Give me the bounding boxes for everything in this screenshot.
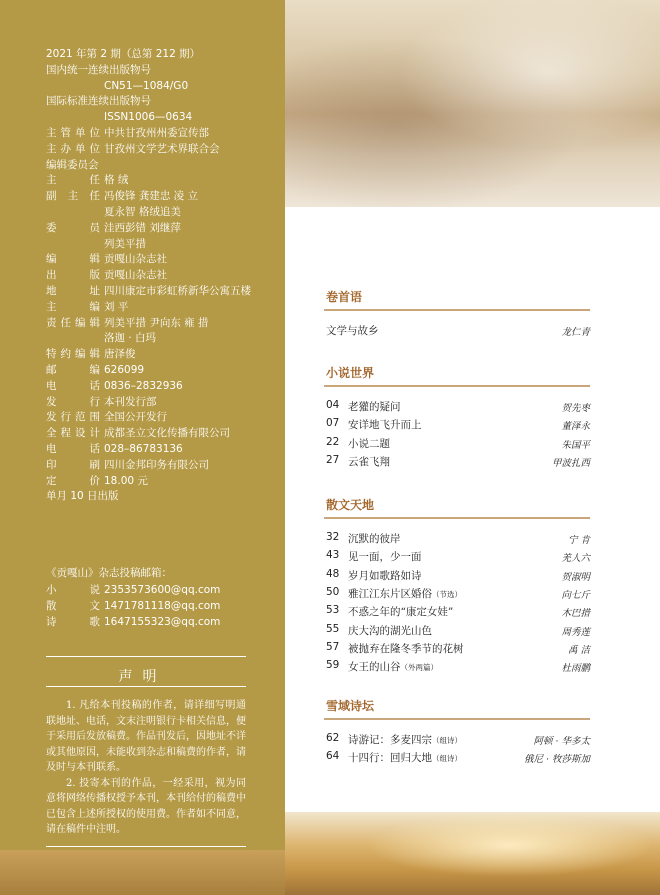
- article-author: 杜雨鹏: [561, 663, 590, 675]
- masthead-value: 全国公开发行: [104, 411, 167, 424]
- toc-entry[interactable]: [326, 531, 590, 547]
- page-number: 55: [326, 622, 340, 635]
- article-author: 贺淑明: [561, 571, 590, 583]
- masthead-row: [46, 142, 220, 156]
- email-address: 1471781118@qq.com: [104, 599, 221, 612]
- article-note: （外两篇）: [400, 663, 438, 673]
- page-number: 53: [326, 604, 340, 617]
- mountain-photo-bottom: [285, 812, 660, 895]
- article-title-text: 十四行：回归大地: [348, 752, 432, 765]
- masthead-label: 邮 编: [46, 364, 100, 376]
- article-title-text: 诗游记：多麦四宗: [348, 734, 432, 746]
- page-number: 59: [326, 659, 340, 672]
- declaration-paragraph-1: 1. 凡给本刊投稿的作者，请详细写明通联地址、电话，文末注明银行卡相关信息，便于采用后发放稿费。作品刊发后，因地址不详或其他原因，未能收到杂志和稿费的作者，请及时与本刊联系。: [46, 700, 246, 773]
- email-address: 2353573600@qq.com: [104, 584, 221, 596]
- masthead-value: 洼西彭错 刘继萍: [104, 221, 181, 234]
- masthead-value: 贡嘎山杂志社: [104, 269, 167, 282]
- page-number: 04: [326, 399, 340, 411]
- submission-title: 《贡嘎山》杂志投稿邮箱：: [46, 567, 172, 579]
- submission-row: [46, 599, 220, 613]
- toc-entry[interactable]: [326, 732, 590, 748]
- masthead-label: 主 任: [46, 174, 100, 187]
- masthead-value: 四川康定市彩虹桥新华公寓五楼: [104, 285, 251, 297]
- masthead-row: ISSN1006—0634: [104, 111, 193, 124]
- declaration-paragraph-2: 2. 投寄本刊的作品，一经采用，视为同意将网络传播权授予本刊，本刊给付的稿费中已包含上述所授权的使用费。作者如不同意，请在稿件中注明。: [46, 777, 246, 835]
- article-title-text: 岁月如歌路如诗: [348, 569, 422, 582]
- masthead-label: 电 话: [46, 379, 100, 392]
- masthead-row: [46, 268, 167, 282]
- masthead-label: 主办单位: [46, 142, 100, 155]
- section-heading: 雪域诗坛: [326, 699, 375, 713]
- declaration-title: 声明: [118, 669, 167, 685]
- toc-entry[interactable]: [326, 659, 590, 675]
- article-title: [348, 549, 422, 564]
- article-title-text: 见一面，少一面: [348, 551, 422, 564]
- masthead-value: 028–86783136: [104, 443, 183, 455]
- article-title-text: 老獾的疑问: [348, 401, 401, 413]
- article-author: 向七斤: [561, 589, 590, 601]
- article-title: [348, 623, 432, 638]
- masthead-label: 发 行: [46, 395, 100, 408]
- decorative-strip: [0, 850, 285, 895]
- toc-entry[interactable]: [326, 623, 590, 639]
- masthead-row: [46, 189, 198, 203]
- masthead-label: 地 址: [46, 285, 100, 297]
- toc-entry[interactable]: [326, 750, 590, 766]
- masthead-label: 副主任: [46, 190, 100, 203]
- section-rule: [324, 718, 590, 720]
- article-title: [348, 750, 462, 765]
- article-title-text: 女王的山谷: [348, 661, 401, 674]
- divider: [46, 686, 246, 687]
- page-number: 62: [326, 732, 340, 744]
- masthead-row: [46, 426, 230, 440]
- page-number: 43: [326, 549, 340, 562]
- article-title: [348, 604, 453, 619]
- page-number: 07: [326, 417, 340, 430]
- masthead-row: [46, 173, 128, 187]
- article-title: [348, 531, 401, 546]
- divider: [46, 846, 246, 847]
- toc-entry[interactable]: [326, 568, 590, 584]
- masthead-row: [46, 458, 209, 472]
- masthead-label: 编 辑: [46, 253, 100, 266]
- toc-entry[interactable]: [326, 323, 590, 339]
- article-author: 阿顿 · 华多太: [533, 736, 590, 747]
- page-number: 32: [326, 531, 340, 543]
- section-rule: [324, 385, 590, 387]
- masthead-row: [46, 410, 167, 424]
- masthead-label: 发行范围: [46, 411, 100, 424]
- article-author: 周秀莲: [561, 626, 590, 638]
- page-number: 22: [326, 435, 340, 448]
- article-author: 龙仁青: [561, 327, 590, 338]
- section-heading: 小说世界: [326, 366, 375, 380]
- article-title: [348, 641, 464, 656]
- article-title-text: 庆大沟的湖光山色: [348, 624, 432, 637]
- genre-label: 诗 歌: [46, 615, 100, 628]
- article-author: 董泽永: [561, 421, 590, 433]
- masthead-label: 定 价: [46, 474, 100, 487]
- masthead-row: [46, 316, 209, 330]
- submission-row: [46, 583, 220, 597]
- section-heading: 卷首语: [326, 290, 363, 304]
- article-title-text: 不惑之年的“康定女娃”: [348, 606, 454, 619]
- masthead-value: 18.00 元: [104, 474, 148, 487]
- article-note: （节选）: [432, 589, 462, 599]
- section-rule: [324, 517, 590, 519]
- masthead-row: 单月 10 日出版: [46, 490, 119, 503]
- masthead-value: 列美平措 尹向东 雍 措: [104, 316, 209, 329]
- masthead-row: CN51—1084/G0: [104, 79, 189, 92]
- masthead-row: [46, 221, 181, 235]
- masthead-value: 甘孜州文学艺术界联合会: [104, 142, 220, 155]
- masthead-row: [46, 347, 136, 361]
- section-rule: [324, 309, 590, 311]
- toc-entry[interactable]: [326, 549, 590, 565]
- article-author: 俄尼 · 牧莎斯加: [523, 754, 590, 766]
- masthead-row: 2021 年第 2 期（总第 212 期）: [46, 48, 201, 60]
- masthead-row: [46, 126, 209, 140]
- toc-entry[interactable]: [326, 604, 590, 620]
- article-title-text: 沉默的彼岸: [348, 533, 401, 545]
- page-number: 64: [326, 750, 340, 763]
- masthead-row: [46, 300, 128, 314]
- masthead-label: 主 编: [46, 300, 100, 313]
- masthead-row: 国内统一连续出版物号: [46, 63, 151, 76]
- genre-label: 散 文: [46, 599, 100, 612]
- section-heading: 散文天地: [326, 498, 375, 512]
- article-title-text: 被抛弃在隆冬季节的花树: [348, 642, 464, 655]
- genre-label: 小 说: [46, 584, 100, 596]
- masthead-value: 0836–2832936: [104, 379, 183, 392]
- masthead-label: 委 员: [46, 221, 100, 234]
- masthead-value: 成都圣立文化传播有限公司: [104, 427, 230, 440]
- masthead-row: 列美平措: [104, 237, 146, 250]
- article-title: [348, 568, 422, 583]
- masthead-value: 刘 平: [104, 300, 129, 313]
- masthead-value: 四川金邦印务有限公司: [104, 458, 209, 471]
- masthead-value: 冯俊锋 龚建忠 凌 立: [104, 190, 199, 203]
- masthead-value: 贡嘎山杂志社: [104, 253, 167, 266]
- article-author: 甲波扎西: [551, 457, 590, 469]
- article-title: [348, 417, 422, 432]
- masthead-label: 特约编辑: [46, 348, 100, 361]
- masthead-row: [46, 284, 251, 298]
- mountain-photo-top: [285, 0, 660, 207]
- email-address: 1647155323@qq.com: [104, 615, 221, 628]
- masthead-value: 本刊发行部: [104, 395, 157, 408]
- masthead-row: 编辑委员会: [46, 158, 99, 171]
- masthead-row: [46, 442, 183, 456]
- article-title: [348, 399, 401, 414]
- masthead-label: 出 版: [46, 269, 100, 282]
- page-number: 50: [326, 585, 340, 598]
- article-title: [348, 454, 390, 469]
- masthead-row: [46, 363, 144, 377]
- toc-entry[interactable]: [326, 641, 590, 657]
- page-number: 57: [326, 640, 340, 653]
- toc-entry[interactable]: [326, 454, 590, 470]
- article-title-text: 小说二题: [348, 437, 390, 450]
- article-title: [348, 586, 462, 601]
- masthead-label: 主管单位: [46, 127, 100, 139]
- toc-entry[interactable]: [326, 586, 590, 602]
- masthead-row: 国际标准连续出版物号: [46, 95, 151, 108]
- article-title: [348, 732, 462, 747]
- masthead-row: [46, 379, 183, 393]
- masthead-label: 印 刷: [46, 458, 100, 471]
- toc-entry[interactable]: [326, 417, 590, 433]
- masthead-label: 责任编辑: [46, 316, 100, 329]
- masthead-label: 电 话: [46, 443, 100, 455]
- article-title: [326, 323, 379, 338]
- divider: [46, 656, 246, 657]
- page-number: 27: [326, 453, 340, 466]
- masthead-row: 夏永智 格绒追美: [104, 206, 181, 218]
- masthead-label: 全程设计: [46, 427, 100, 440]
- article-title-text: 雅江江东片区婚俗: [348, 587, 432, 600]
- article-title-text: 安详地飞升而上: [348, 419, 422, 432]
- article-title-text: 文学与故乡: [326, 325, 379, 337]
- toc-entry[interactable]: [326, 399, 590, 415]
- masthead-value: 唐泽俊: [104, 348, 136, 361]
- masthead-row: [46, 395, 157, 409]
- declaration-text: [46, 698, 246, 838]
- masthead-row: [46, 474, 148, 488]
- article-note: （组诗）: [432, 754, 462, 764]
- page-number: 48: [326, 567, 340, 580]
- article-title-text: 云雀飞翔: [348, 455, 390, 468]
- masthead-value: 格 绒: [104, 174, 129, 187]
- article-author: 禹 洁: [567, 644, 590, 656]
- article-author: 宁 肯: [567, 535, 590, 546]
- article-author: 羌人六: [561, 553, 590, 565]
- submission-row: [46, 615, 220, 629]
- article-title: [348, 659, 438, 674]
- toc-entry[interactable]: [326, 436, 590, 452]
- article-author: 贺先枣: [561, 403, 590, 414]
- masthead-value: 中共甘孜州州委宣传部: [104, 127, 209, 139]
- article-note: （组诗）: [432, 736, 462, 745]
- masthead-value: 626099: [104, 364, 145, 376]
- masthead-row: [46, 252, 167, 266]
- article-title: [348, 436, 390, 451]
- article-author: 木巴措: [561, 608, 590, 620]
- masthead-row: 洛迦 · 白玛: [104, 332, 157, 345]
- article-author: 朱国平: [561, 439, 590, 451]
